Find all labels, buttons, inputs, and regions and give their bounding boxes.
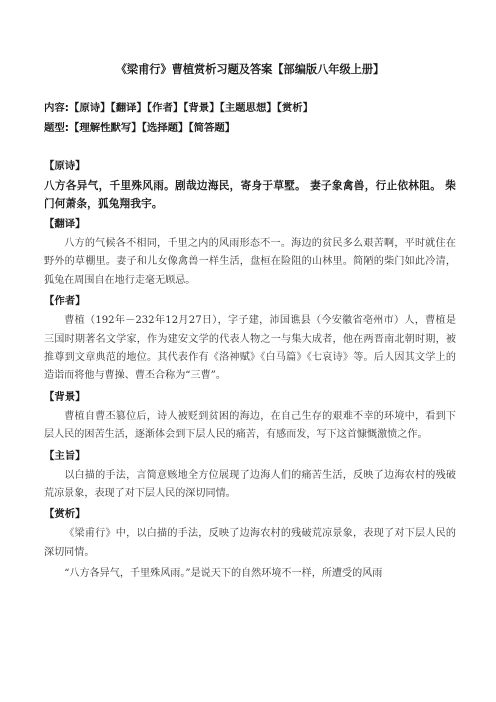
theme-heading: 【主旨】 (44, 449, 86, 462)
appreciation-paragraph-2: “八方各异气，千里殊风雨。”是说天下的自然环境不一样，所遭受的风雨 (64, 568, 383, 580)
document-page (44, 62, 456, 587)
background-text: 曹植自曹丕篡位后，诗人被贬到贫困的海边，在自己生存的艰难不幸的环境中，看到下层人民的困苦生活，逐渐体会到下层人民的痛苦，有感而发，写下这首慷慨激愤之作。 (44, 410, 456, 441)
document-title: 《梁甫行》曹植赏析习题及答案【部编版八年级上册】 (115, 63, 385, 76)
translation-heading: 【翻译】 (44, 218, 86, 230)
author-text: 曹植（192年－232年12月27日），字子建，沛国谯县（今安徽省亳州市）人，曹植是三国时期著名文学家，作为建安文学的代表人物之一与集大成者，他在两晋南北朝时期，被推尊到文章典范的地位。其代表作有《洛神赋》《白马篇》《七哀诗》等。后人因其文学上的造诣而将他与曹操、曹丕合称为“三曹”。 (44, 315, 456, 382)
poem-heading: 【原诗】 (44, 160, 86, 172)
appreciation-heading: 【赏析】 (44, 508, 86, 521)
content-line: 内容:【原诗】【翻译】【作者】【背景】【主题思想】【赏析】 (44, 102, 314, 114)
theme-text: 以白描的手法，言简意赅地全方位展现了边海人们的痛苦生活，反映了边海农村的残破荒凉景象，表现了对下层人民的深切同情。 (44, 469, 456, 500)
translation-text: 八方的气候各不相同，千里之内的风雨形态不一。海边的贫民多么艰苦啊，平时就住在野外的草棚里。妻子和儿女像禽兽一样生活，盘桓在险阻的山林里。简陋的柴门如此冷清，狐兔在周围自在地行走毫无顾忌。 (44, 238, 456, 286)
background-heading: 【背景】 (44, 390, 86, 403)
poem-text: 八方各异气，千里殊风雨。剧哉边海民，寄身于草墅。 妻子象禽兽，行止依林阻。 柴门何萧条，狐兔翔我宇。 (44, 180, 456, 210)
appreciation-paragraph-1: 《梁甫行》中，以白描的手法，反映了边海农村的残破荒凉景象，表现了对下层人民的深切同情。 (44, 528, 456, 558)
author-heading: 【作者】 (44, 295, 86, 308)
question-type-line: 题型:【理解性默写】【选择题】【简答题】 (44, 122, 236, 134)
